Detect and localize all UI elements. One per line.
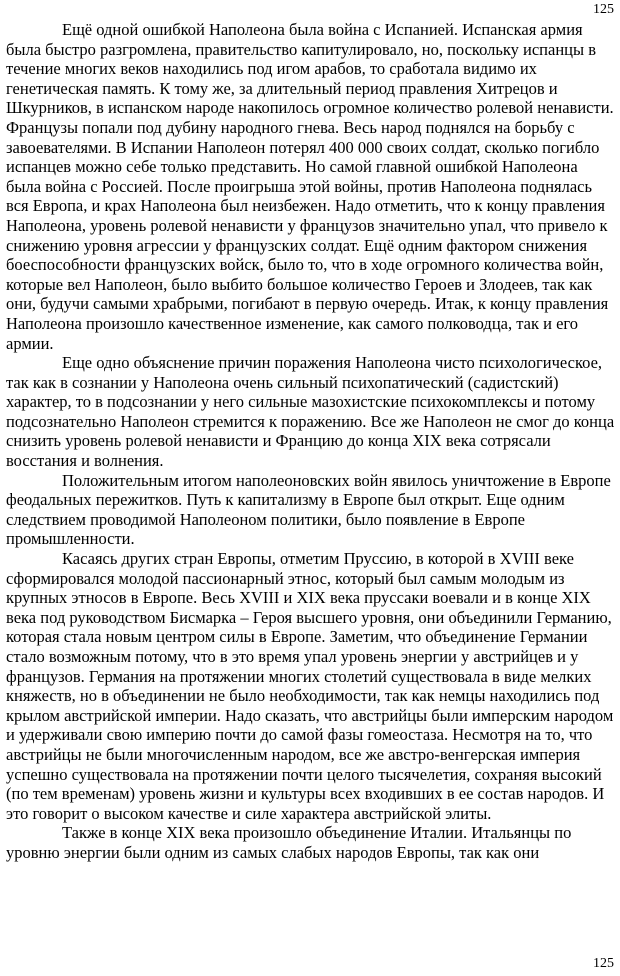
paragraph-positive-outcome: Положительным итогом наполеоновских войн явилось уничтожение в Европе феодальных пережитков. Путь к капитализму в Европе был открыт. Еще одним следствием проводимой Наполеоном политики, было появление в Европе промышленности.	[6, 470, 611, 549]
document-body	[6, 20, 616, 863]
page-number-bottom: 125	[593, 956, 614, 971]
paragraph-napoleon-spain: Ещё одной ошибкой Наполеона была война с Испанией. Испанская армия была быстро разгромлена, правительство капитулировало, но, поскольку испанцы в течение многих веков находились под игом арабов, то сработала видимо их генетическая память. К тому же, за длительный период правления Хитрецов и Шкурников, в испанском народе накопилось огромное количество ролевой ненависти. Французы попали под дубину народного гнева. Весь народ поднялся на борьбу с завоевателями. В Испании Наполеон потерял 400 000 своих солдат, сколько погибло испанцев можно себе только представить. Но самой главной ошибкой Наполеона была война с Россией. После проигрыша этой войны, против Наполеона поднялась вся Европа, и крах Наполеона был неизбежен. Надо отметить, что к концу правления Наполеона, уровень ролевой ненависти у французов значительно упал, что привело к снижению уровня агрессии у французских солдат. Ещё одним фактором снижения боеспособности французских войск, было то, что в ходе огромного количества войн, которые вел Наполеон, было выбито большое количество Героев и Злодеев, так как они, будучи самыми храбрыми, погибают в первую очередь. Итак, к концу правления Наполеона произошло качественное изменение, как самого полководца, так и его армии.	[6, 20, 614, 353]
paragraph-psychological-explanation: Еще одно объяснение причин поражения Наполеона чисто психологическое, так как в сознании у Наполеона очень сильный психопатический (садистский) характер, то в подсознании у него сильные мазохистские психокомплексы и потому подсознательно Наполеон стремится к поражению. Все же Наполеон не смог до конца снизить уровень ролевой ненависти и Францию до конца XIX века сотрясали восстания и волнения.	[6, 353, 615, 471]
paragraph-prussia-germany: Касаясь других стран Европы, отметим Пруссию, в которой в XVIII веке сформировался молодой пассионарный этнос, который был самым молодым из крупных этносов в Европе. Весь XVIII и XIX века пруссаки воевали и в конце XIX века под руководством Бисмарка – Героя высшего уровня, они объединили Германию, которая стала новым центром силы в Европе. Заметим, что объединение Германии стало возможным потому, что в это время упал уровень энергии у австрийцев и у французов. Германия на протяжении многих столетий существовала в виде мелких княжеств, но в объединении не было необходимости, так как немцы находились под крылом австрийской империи. Надо сказать, что австрийцы были имперским народом и удерживали свою империю почти до самой фазы гомеостаза. Несмотря на то, что австрийцы не были многочисленным народом, все же австро-венгерская империя успешно существовала на протяжении почти целого тысячелетия, сохраняя высокий (по тем временам) уровень жизни и культуры всех входивших в ее состав народов. И это говорит о высоком качестве и силе характера австрийской элиты.	[6, 549, 614, 823]
paragraph-italy: Также в конце XIX века произошло объединение Италии. Итальянцы по уровню энергии были одним из самых слабых народов Европы, так как они	[6, 823, 572, 862]
page-number-top: 125	[593, 2, 614, 17]
